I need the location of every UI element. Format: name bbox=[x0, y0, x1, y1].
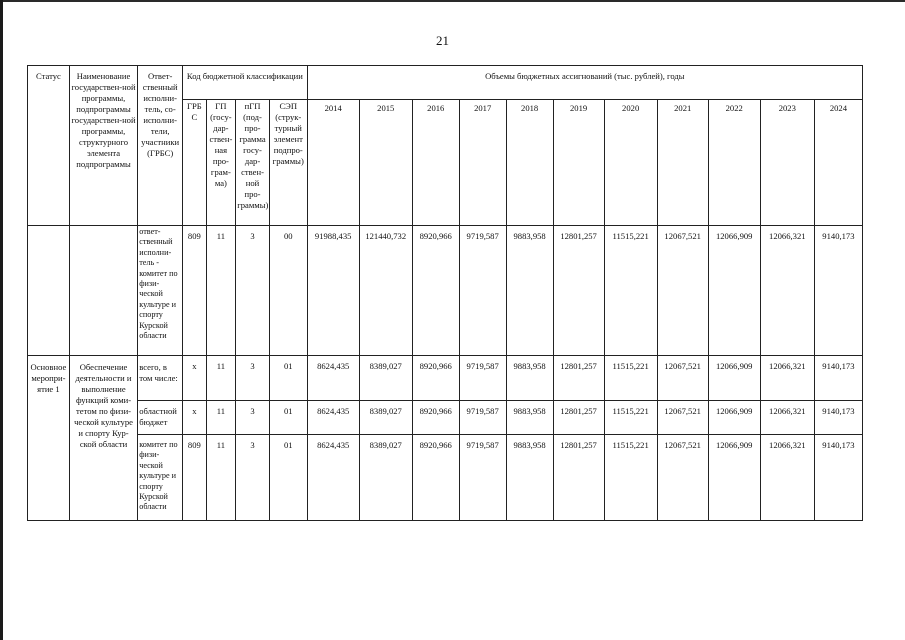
cell-value: 8920,966 bbox=[412, 435, 459, 521]
header-year: 2020 bbox=[604, 100, 657, 226]
cell-value: 9719,587 bbox=[459, 226, 506, 356]
cell-gp: 11 bbox=[206, 401, 236, 435]
cell-value: 12066,321 bbox=[760, 226, 814, 356]
cell-value: 9140,173 bbox=[814, 356, 862, 401]
cell-value: 12801,257 bbox=[553, 356, 604, 401]
cell-sep: 01 bbox=[269, 435, 307, 521]
header-sep: СЭП (струк-турный элемент подпро-граммы) bbox=[269, 100, 307, 226]
cell-value: 8389,027 bbox=[359, 435, 412, 521]
cell-value: 12066,909 bbox=[708, 435, 760, 521]
row-executor: всего, в том числе: bbox=[138, 356, 183, 401]
table-row-responsible bbox=[28, 226, 863, 356]
cell-value: 11515,221 bbox=[604, 435, 657, 521]
row-name bbox=[69, 226, 137, 356]
cell-gp: 11 bbox=[206, 435, 236, 521]
cell-value: 9719,587 bbox=[459, 356, 506, 401]
table-row-regional-budget bbox=[28, 401, 863, 435]
cell-value: 12067,521 bbox=[657, 356, 708, 401]
cell-value: 8389,027 bbox=[359, 356, 412, 401]
cell-value: 9883,958 bbox=[506, 435, 553, 521]
cell-pgp: 3 bbox=[236, 356, 270, 401]
cell-value: 8920,966 bbox=[412, 226, 459, 356]
cell-value: 12066,909 bbox=[708, 401, 760, 435]
cell-value: 9883,958 bbox=[506, 401, 553, 435]
header-year: 2019 bbox=[553, 100, 604, 226]
header-grbs: ГРБ С bbox=[183, 100, 206, 226]
cell-value: 12801,257 bbox=[553, 226, 604, 356]
cell-grbs: х bbox=[183, 401, 206, 435]
cell-grbs: х bbox=[183, 356, 206, 401]
cell-value: 12801,257 bbox=[553, 401, 604, 435]
cell-value: 12066,909 bbox=[708, 226, 760, 356]
cell-value: 91988,435 bbox=[307, 226, 359, 356]
header-gp: ГП (госу-дар-ствен-ная про-грам-ма) bbox=[206, 100, 236, 226]
cell-value: 12066,321 bbox=[760, 401, 814, 435]
cell-value: 12066,909 bbox=[708, 356, 760, 401]
header-year: 2024 bbox=[814, 100, 862, 226]
header-year: 2018 bbox=[506, 100, 553, 226]
cell-value: 121440,732 bbox=[359, 226, 412, 356]
row-executor: ответ-ственный исполни-тель - комитет по физи-ческой культуре и спорту Курской области bbox=[138, 226, 183, 356]
header-executor: Ответ-ственный исполни-тель, со-исполни-тели, участники (ГРБС) bbox=[138, 66, 183, 226]
cell-value: 8389,027 bbox=[359, 401, 412, 435]
cell-value: 8624,435 bbox=[307, 356, 359, 401]
header-row-1 bbox=[28, 66, 863, 100]
header-year: 2016 bbox=[412, 100, 459, 226]
row-name: Обеспечение деятельности и выполнение функций коми-тетом по физи-ческой культуре и спорту Кур-ской области bbox=[69, 356, 137, 521]
cell-sep: 00 bbox=[269, 226, 307, 356]
header-pgp: пГП (под-про-грамма госу-дар-ствен-ной про-граммы) bbox=[236, 100, 270, 226]
header-year: 2017 bbox=[459, 100, 506, 226]
cell-gp: 11 bbox=[206, 226, 236, 356]
cell-value: 9883,958 bbox=[506, 226, 553, 356]
table-row-activity-total bbox=[28, 356, 863, 401]
cell-value: 9140,173 bbox=[814, 435, 862, 521]
cell-value: 11515,221 bbox=[604, 401, 657, 435]
cell-value: 12067,521 bbox=[657, 401, 708, 435]
cell-value: 12066,321 bbox=[760, 435, 814, 521]
scan-edge-top bbox=[0, 0, 905, 2]
cell-gp: 11 bbox=[206, 356, 236, 401]
cell-grbs: 809 bbox=[183, 435, 206, 521]
cell-value: 8920,966 bbox=[412, 356, 459, 401]
table-row-committee bbox=[28, 435, 863, 521]
cell-value: 12067,521 bbox=[657, 226, 708, 356]
header-year: 2015 bbox=[359, 100, 412, 226]
header-status: Статус bbox=[28, 66, 70, 226]
cell-value: 8624,435 bbox=[307, 435, 359, 521]
cell-value: 12067,521 bbox=[657, 435, 708, 521]
cell-value: 11515,221 bbox=[604, 356, 657, 401]
header-year: 2023 bbox=[760, 100, 814, 226]
cell-value: 9719,587 bbox=[459, 435, 506, 521]
cell-value: 9140,173 bbox=[814, 401, 862, 435]
header-year: 2022 bbox=[708, 100, 760, 226]
cell-value: 12066,321 bbox=[760, 356, 814, 401]
cell-pgp: 3 bbox=[236, 401, 270, 435]
cell-pgp: 3 bbox=[236, 226, 270, 356]
row-status: Основное меропри-ятие 1 bbox=[28, 356, 70, 521]
cell-sep: 01 bbox=[269, 356, 307, 401]
cell-value: 9140,173 bbox=[814, 226, 862, 356]
budget-table bbox=[27, 65, 863, 521]
cell-value: 9719,587 bbox=[459, 401, 506, 435]
cell-grbs: 809 bbox=[183, 226, 206, 356]
cell-sep: 01 bbox=[269, 401, 307, 435]
cell-value: 11515,221 bbox=[604, 226, 657, 356]
header-year: 2014 bbox=[307, 100, 359, 226]
header-year: 2021 bbox=[657, 100, 708, 226]
cell-pgp: 3 bbox=[236, 435, 270, 521]
header-program-name: Наименование государствен-ной программы, подпрограммы государствен-ной программы, структурного элемента подпрограммы bbox=[69, 66, 137, 226]
scan-edge-left bbox=[0, 0, 3, 640]
header-budget-volumes: Объемы бюджетных ассигнований (тыс. рублей), годы bbox=[307, 66, 862, 100]
cell-value: 12801,257 bbox=[553, 435, 604, 521]
row-executor: областной бюджет bbox=[138, 401, 183, 435]
row-status bbox=[28, 226, 70, 356]
page-number: 21 bbox=[436, 33, 449, 48]
cell-value: 9883,958 bbox=[506, 356, 553, 401]
header-budget-code: Код бюджетной классификации bbox=[183, 66, 308, 100]
row-executor: комитет по физи-ческой культуре и спорту Курской области bbox=[138, 435, 183, 521]
cell-value: 8624,435 bbox=[307, 401, 359, 435]
cell-value: 8920,966 bbox=[412, 401, 459, 435]
